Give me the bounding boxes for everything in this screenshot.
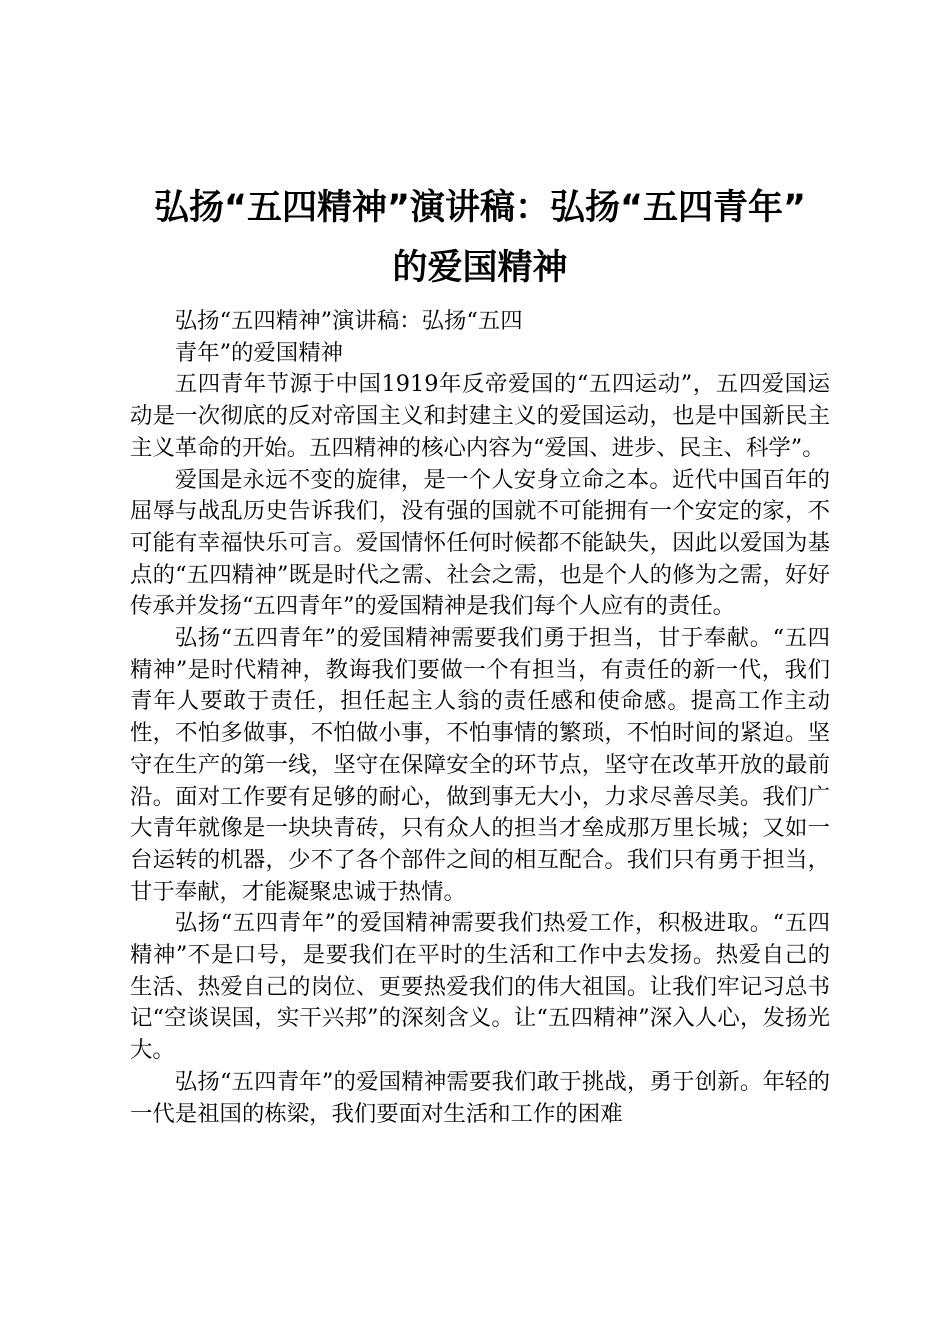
document-title <box>130 178 830 298</box>
paragraph: 弘扬“五四青年”的爱国精神需要我们敢于挑战，勇于创新。年轻的一代是祖国的栋梁，我们要面对生活和工作的困难 <box>130 1068 830 1127</box>
paragraph: 弘扬“五四青年”的爱国精神需要我们勇于担当，甘于奉献。“五四精神”是时代精神，教诲我们要做一个有担当，有责任的新一代，我们青年人要敢于责任，担任起主人翁的责任感和使命感。提高工作主动性，不怕多做事，不怕做小事，不怕事情的繁琐，不怕时间的紧迫。坚守在生产的第一线，坚守在保障安全的环节点，坚守在改革开放的最前沿。面对工作要有足够的耐心，做到事无大小，力求尽善尽美。我们广大青年就像是一块块青砖，只有众人的担当才垒成那万里长城；又如一台运转的机器，少不了各个部件之间的相互配合。我们只有勇于担当，甘于奉献，才能凝聚忠诚于热情。 <box>130 625 830 905</box>
paragraph: 弘扬“五四青年”的爱国精神需要我们热爱工作，积极进取。“五四精神”不是口号，是要我们在平时的生活和工作中去发扬。热爱自己的生活、热爱自己的岗位、更要热爱我们的伟大祖国。让我们牢记习总书记“空谈误国，实干兴邦”的深刻含义。让“五四精神”深入人心，发扬光大。 <box>130 910 830 1064</box>
subtitle-line-1: 弘扬“五四精神”演讲稿：弘扬“五四 <box>174 308 523 334</box>
document-page <box>130 178 830 1130</box>
paragraph: 五四青年节源于中国1919年反帝爱国的“五四运动”，五四爱国运动是一次彻底的反对帝国主义和封建主义的爱国运动，也是中国新民主主义革命的开始。五四精神的核心内容为“爱国、进步、民主、科学”。 <box>130 371 830 461</box>
paragraph: 爱国是永远不变的旋律，是一个人安身立命之本。近代中国百年的屈辱与战乱历史告诉我们，没有强的国就不可能拥有一个安定的家，不可能有幸福快乐可言。爱国情怀任何时候都不能缺失，因此以爱国为基点的“五四精神”既是时代之需、社会之需，也是个人的修为之需，好好传承并发扬“五四青年”的爱国精神是我们每个人应有的责任。 <box>130 466 830 620</box>
document-body <box>130 306 830 1130</box>
subtitle-line-2: 青年”的爱国精神 <box>174 339 343 366</box>
document-title-line-1: 弘扬“五四精神”演讲稿：弘扬“五四青年” <box>153 188 806 228</box>
document-title-line-2: 的爱国精神 <box>392 248 568 288</box>
document-subtitle <box>130 306 635 369</box>
